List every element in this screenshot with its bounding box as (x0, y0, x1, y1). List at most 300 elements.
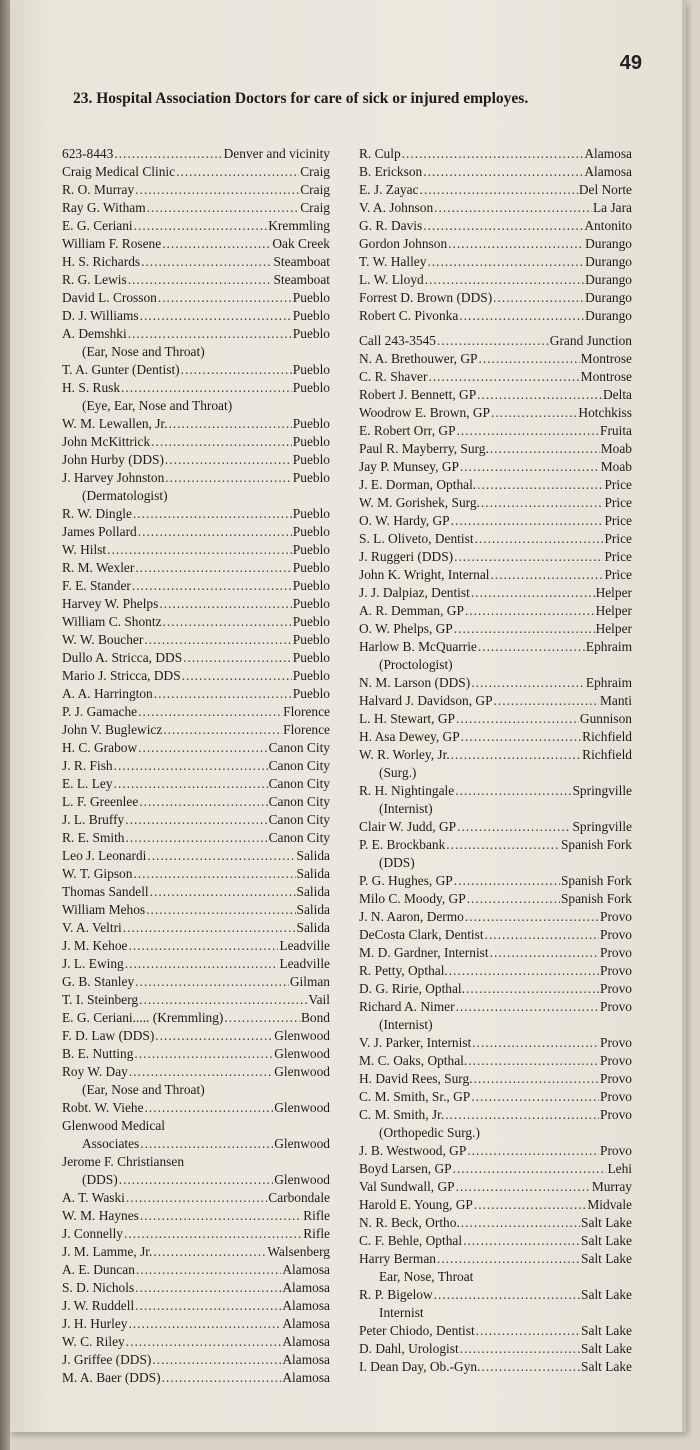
doctor-name: Harold E. Young, GP (359, 1197, 473, 1212)
doctor-name: L. H. Stewart, GP (359, 711, 455, 726)
location: Pueblo (292, 524, 330, 539)
list-item (62, 415, 330, 433)
list-item (359, 307, 632, 325)
doctor-name: Ray G. Witham (62, 200, 146, 215)
dot-leader (158, 289, 292, 307)
doctor-name: Robt. W. Viehe (62, 1100, 144, 1115)
dot-leader (147, 847, 295, 865)
dot-leader (119, 1171, 273, 1189)
location: Price (604, 495, 632, 510)
location: Lehi (607, 1161, 632, 1176)
location: Ephraim (585, 639, 632, 654)
dot-leader (490, 440, 600, 458)
location: Montrose (580, 351, 632, 366)
list-item (62, 1333, 330, 1351)
dot-leader (453, 1160, 607, 1178)
list-item (62, 1315, 330, 1333)
doctor-name: S. D. Nichols (62, 1280, 135, 1295)
list-item (62, 145, 330, 163)
location: Salida (296, 866, 330, 881)
dot-leader (126, 1333, 282, 1351)
location: Pueblo (292, 362, 330, 377)
dot-leader (471, 1088, 599, 1106)
list-item (359, 1160, 632, 1178)
dot-leader (107, 541, 292, 559)
doctor-name: Roy W. Day (62, 1064, 128, 1079)
doctor-name: W. M. Lewallen, Jr. (62, 416, 168, 431)
doctor-name: Boyd Larsen, GP (359, 1161, 452, 1176)
location: Pueblo (292, 506, 330, 521)
dot-leader (478, 638, 585, 656)
list-item (359, 998, 632, 1016)
dot-leader (437, 332, 549, 350)
doctor-name: T. A. Gunter (Dentist) (62, 362, 180, 377)
dot-leader (169, 415, 292, 433)
location: Leadville (279, 938, 330, 953)
list-item (359, 494, 632, 512)
location: Salt Lake (581, 1215, 632, 1230)
location: Gunnison (579, 711, 632, 726)
doctor-name: Robert J. Bennett, GP (359, 387, 477, 402)
dot-leader (165, 469, 292, 487)
location: Pueblo (292, 596, 330, 611)
doctor-name: A. A. Harrington (62, 686, 153, 701)
list-item (359, 944, 632, 962)
doctor-name: I. Dean Day, Ob.-Gyn. (359, 1359, 481, 1374)
list-item (62, 523, 330, 541)
dot-leader (491, 404, 577, 422)
dot-leader (136, 1261, 282, 1279)
doctor-name: Leo J. Leonardi (62, 848, 147, 863)
location: Craig (300, 200, 330, 215)
dot-leader (456, 998, 599, 1016)
location: Price (604, 513, 632, 528)
entry-note: (Ear, Nose and Throat) (82, 1082, 205, 1097)
entry-note: Jerome F. Christiansen (62, 1154, 185, 1169)
dot-leader (154, 685, 292, 703)
location: Pueblo (292, 452, 330, 467)
location: Pueblo (292, 326, 330, 341)
location: Salida (296, 902, 330, 917)
list-item (359, 1250, 632, 1268)
doctor-name: Gordon Johnson (359, 236, 448, 251)
location: Spanish Fork (560, 891, 632, 906)
location: Alamosa (282, 1334, 330, 1349)
doctor-name: P. E. Brockbank (359, 837, 446, 852)
dot-leader (467, 890, 560, 908)
list-item (359, 1358, 632, 1376)
doctor-name: John V. Buglewicz (62, 722, 163, 737)
doctor-name: R. E. Smith (62, 830, 125, 845)
dot-leader (427, 253, 584, 271)
doctor-name: N. R. Beck, Ortho. (359, 1215, 460, 1230)
doctor-name: W. R. Worley, Jr. (359, 747, 450, 762)
doctor-name: N. M. Larson (DDS) (359, 675, 471, 690)
doctor-name: E. Robert Orr, GP (359, 423, 456, 438)
doctor-name: J. Ruggeri (DDS) (359, 549, 454, 564)
location: Provo (600, 945, 632, 960)
list-item (359, 350, 632, 368)
doctor-name: John Hurby (DDS) (62, 452, 164, 467)
dot-leader (145, 1099, 274, 1117)
location: Provo (600, 909, 632, 924)
location: Durango (585, 272, 632, 287)
doctor-name: H. C. Grabow (62, 740, 138, 755)
doctor-name: E. L. Ley (62, 776, 113, 791)
dot-leader (474, 1196, 587, 1214)
doctor-name: M. D. Gardner, Internist (359, 945, 489, 960)
entry-note: Ear, Nose, Throat (379, 1269, 474, 1284)
list-item (62, 1135, 330, 1153)
location: Craig (300, 182, 330, 197)
location: Provo (600, 963, 632, 978)
location: Antonito (584, 218, 632, 233)
dot-leader (163, 613, 292, 631)
list-item (359, 908, 632, 926)
dot-leader (138, 703, 282, 721)
location: Manti (600, 693, 632, 708)
location: Leadville (279, 956, 330, 971)
list-item (359, 145, 632, 163)
entry-note: (Surg.) (379, 765, 417, 780)
list-item (359, 530, 632, 548)
doctor-name: John K. Wright, Internal (359, 567, 490, 582)
dot-leader (494, 692, 599, 710)
list-item (359, 1142, 632, 1160)
list-item (359, 512, 632, 530)
list-item (62, 955, 330, 973)
list-item (62, 325, 330, 343)
location: Alamosa (282, 1316, 330, 1331)
list-item (359, 386, 632, 404)
dot-leader (147, 199, 300, 217)
dot-leader (454, 872, 560, 890)
list-item (359, 584, 632, 602)
location: Salt Lake (581, 1287, 632, 1302)
doctor-name: J. R. Fish (62, 758, 113, 773)
doctor-name: Dullo A. Stricca, DDS (62, 650, 183, 665)
dot-leader (132, 577, 292, 595)
dot-leader (151, 433, 292, 451)
doctor-name: J. M. Lamme, Jr. (62, 1244, 153, 1259)
location: Provo (600, 927, 632, 942)
dot-leader (135, 559, 291, 577)
location: Walsenberg (267, 1244, 330, 1259)
dot-leader (460, 458, 600, 476)
doctor-name: G. R. Davis (359, 218, 423, 233)
dot-leader (121, 379, 292, 397)
dot-leader (471, 584, 595, 602)
doctor-name: W. W. Boucher (62, 632, 144, 647)
list-item (62, 703, 330, 721)
list-item (62, 1189, 330, 1207)
dot-leader (224, 1009, 300, 1027)
list-item (62, 1261, 330, 1279)
dot-leader (448, 235, 584, 253)
location: Price (604, 477, 632, 492)
dot-leader (125, 955, 279, 973)
dot-leader (159, 595, 291, 613)
doctor-name: H. S. Rusk (62, 380, 121, 395)
location: Price (604, 531, 632, 546)
dot-leader (402, 145, 584, 163)
doctor-name: V. A. Veltri (62, 920, 122, 935)
dot-leader (472, 1034, 599, 1052)
list-item (359, 289, 632, 307)
list-item (359, 181, 632, 199)
list-item (359, 692, 632, 710)
doctor-name: C. M. Smith, Jr. (359, 1107, 445, 1122)
location: Provo (600, 1107, 632, 1122)
list-item (62, 433, 330, 451)
dot-leader (128, 271, 273, 289)
dot-leader (455, 782, 571, 800)
location: Pueblo (292, 470, 330, 485)
location: Fruita (600, 423, 632, 438)
doctor-name: R. W. Dingle (62, 506, 132, 521)
dot-leader (152, 1351, 281, 1369)
list-item (359, 674, 632, 692)
list-item (359, 440, 632, 458)
doctor-name: R. M. Wexler (62, 560, 135, 575)
doctor-name: Harry Berman (359, 1251, 436, 1266)
location: Richfield (582, 747, 632, 762)
dot-leader (461, 728, 581, 746)
location: Durango (585, 236, 632, 251)
doctor-name: DeCosta Clark, Dentist (359, 927, 484, 942)
doctor-name: Peter Chiodo, Dentist (359, 1323, 475, 1338)
dot-leader (128, 937, 278, 955)
dot-leader (457, 818, 571, 836)
location: Provo (600, 1053, 632, 1068)
location: Midvale (587, 1197, 632, 1212)
doctor-name: F. E. Stander (62, 578, 131, 593)
doctor-name: E. G. Ceriani (62, 218, 133, 233)
doctor-name: Associates (82, 1136, 140, 1151)
doctor-name: E. J. Zayac (359, 182, 419, 197)
doctor-name: O. W. Hardy, GP (359, 513, 450, 528)
list-item (62, 289, 330, 307)
dot-leader (135, 973, 289, 991)
location: Provo (600, 1089, 632, 1104)
dot-leader (475, 530, 604, 548)
location: Delta (603, 387, 632, 402)
list-item (62, 253, 330, 271)
list-item (359, 782, 632, 800)
entry-note: (Dermatologist) (82, 488, 168, 503)
location: Springville (572, 819, 632, 834)
doctor-name: R. G. Lewis (62, 272, 127, 287)
location: Helper (595, 585, 632, 600)
list-item (62, 235, 330, 253)
doctor-name: Milo C. Moody, GP (359, 891, 466, 906)
location: Vail (308, 992, 330, 1007)
doctor-name: Mario J. Stricca, DDS (62, 668, 181, 683)
list-item (62, 811, 330, 829)
dot-leader (491, 566, 604, 584)
dot-leader (150, 883, 296, 901)
doctor-name: T. I. Steinberg (62, 992, 139, 1007)
dot-leader (423, 163, 583, 181)
dot-leader (140, 307, 292, 325)
list-item (359, 1070, 632, 1088)
list-item (62, 793, 330, 811)
list-item (359, 217, 632, 235)
list-item (359, 1286, 632, 1304)
list-item (359, 1034, 632, 1052)
list-item (359, 1088, 632, 1106)
list-item (359, 1322, 632, 1340)
dot-leader (155, 1027, 273, 1045)
location: Pueblo (292, 668, 330, 683)
dot-leader (146, 901, 295, 919)
list-item (359, 566, 632, 584)
location: Alamosa (282, 1280, 330, 1295)
location: Moab (600, 459, 632, 474)
location: Pueblo (292, 308, 330, 323)
doctor-name: J. M. Kehoe (62, 938, 128, 953)
doctor-name: Harlow B. McQuarrie (359, 639, 477, 654)
doctor-name: J. Griffee (DDS) (62, 1352, 152, 1367)
dot-leader (165, 451, 292, 469)
dot-leader (434, 1286, 580, 1304)
location: Gilman (289, 974, 330, 989)
doctor-name: D. G. Ririe, Opthal. (359, 981, 465, 996)
doctor-name: R. Petty, Opthal. (359, 963, 448, 978)
list-item (359, 548, 632, 566)
dot-leader (454, 620, 595, 638)
location: Ephraim (585, 675, 632, 690)
location: Glenwood (274, 1046, 330, 1061)
location: Salida (296, 848, 330, 863)
book-spine (0, 0, 10, 1450)
dot-leader (123, 919, 296, 937)
doctor-name: Woodrow E. Brown, GP (359, 405, 490, 420)
dot-leader (129, 1063, 273, 1081)
location: Hotchkiss (578, 405, 632, 420)
location: Durango (585, 290, 632, 305)
doctor-name: V. A. Johnson (359, 200, 434, 215)
location: Rifle (303, 1226, 330, 1241)
dot-leader (133, 505, 292, 523)
location: Florence (283, 722, 330, 737)
location: Denver and vicinity (223, 146, 330, 161)
list-item (62, 757, 330, 775)
location: Pueblo (292, 614, 330, 629)
location: Canon City (268, 740, 330, 755)
list-item (62, 541, 330, 559)
dot-leader (183, 649, 292, 667)
doctor-name: D. J. Williams (62, 308, 139, 323)
location: Glenwood (274, 1064, 330, 1079)
dot-leader (456, 1178, 591, 1196)
dot-leader (128, 325, 292, 343)
list-item (62, 685, 330, 703)
list-item (359, 872, 632, 890)
dot-leader (114, 757, 268, 775)
dot-leader (478, 350, 579, 368)
doctor-name: William C. Shontz (62, 614, 162, 629)
list-item (359, 368, 632, 386)
list-item (359, 1106, 632, 1124)
doctor-name: H. David Rees, Surg. (359, 1071, 473, 1086)
list-item (62, 451, 330, 469)
list-item (359, 422, 632, 440)
location: Spanish Fork (560, 837, 632, 852)
dot-leader (140, 1207, 302, 1225)
dot-leader (420, 181, 578, 199)
location: Grand Junction (549, 333, 632, 348)
list-item (62, 1243, 330, 1261)
location: Salt Lake (581, 1233, 632, 1248)
dot-leader (471, 674, 585, 692)
dot-leader (460, 1340, 580, 1358)
dot-leader (139, 793, 267, 811)
dot-leader (477, 386, 602, 404)
doctor-name: E. G. Ceriani..... (Kremmling) (62, 1010, 224, 1025)
dot-leader (425, 271, 584, 289)
doctor-name: R. H. Nightingale (359, 783, 455, 798)
location: Alamosa (282, 1370, 330, 1385)
doctor-name: G. B. Stanley (62, 974, 135, 989)
list-item (359, 818, 632, 836)
list-item (62, 721, 330, 739)
doctor-name: H. Asa Dewey, GP (359, 729, 460, 744)
location: Pueblo (292, 650, 330, 665)
location: Pueblo (292, 416, 330, 431)
location: Salt Lake (581, 1341, 632, 1356)
list-item (359, 1052, 632, 1070)
doctor-name: David L. Crosson (62, 290, 157, 305)
entry-note: Internist (379, 1305, 424, 1320)
page-number: 49 (619, 52, 642, 74)
dot-leader (144, 631, 291, 649)
location: Salt Lake (581, 1251, 632, 1266)
location: Alamosa (282, 1262, 330, 1277)
location: Canon City (268, 830, 330, 845)
location: Helper (595, 621, 632, 636)
list-item (62, 649, 330, 667)
doctor-name: J. Connelly (62, 1226, 124, 1241)
doctor-name: S. L. Oliveto, Dentist (359, 531, 474, 546)
doctor-name: John McKittrick (62, 434, 151, 449)
list-item (359, 890, 632, 908)
location: Spanish Fork (560, 873, 632, 888)
location: Carbondale (268, 1190, 330, 1205)
location: Pueblo (292, 632, 330, 647)
list-item (359, 1232, 632, 1250)
list-item (62, 163, 330, 181)
list-item (62, 1351, 330, 1369)
doctor-name: H. S. Richards (62, 254, 141, 269)
dot-leader (467, 1142, 599, 1160)
doctor-name: Jay P. Munsey, GP (359, 459, 459, 474)
location: Salt Lake (581, 1359, 632, 1374)
location: Pueblo (292, 560, 330, 575)
location: Pueblo (292, 380, 330, 395)
dot-leader (451, 512, 604, 530)
dot-leader (457, 422, 599, 440)
doctor-name: F. D. Law (DDS) (62, 1028, 155, 1043)
dot-leader (181, 361, 292, 379)
doctor-name: W. M. Haynes (62, 1208, 139, 1223)
doctor-name: B. Erickson (359, 164, 423, 179)
list-item (62, 973, 330, 991)
dot-leader (454, 548, 603, 566)
dot-leader (140, 1135, 273, 1153)
location: Richfield (582, 729, 632, 744)
doctor-name: A. R. Demman, GP (359, 603, 464, 618)
